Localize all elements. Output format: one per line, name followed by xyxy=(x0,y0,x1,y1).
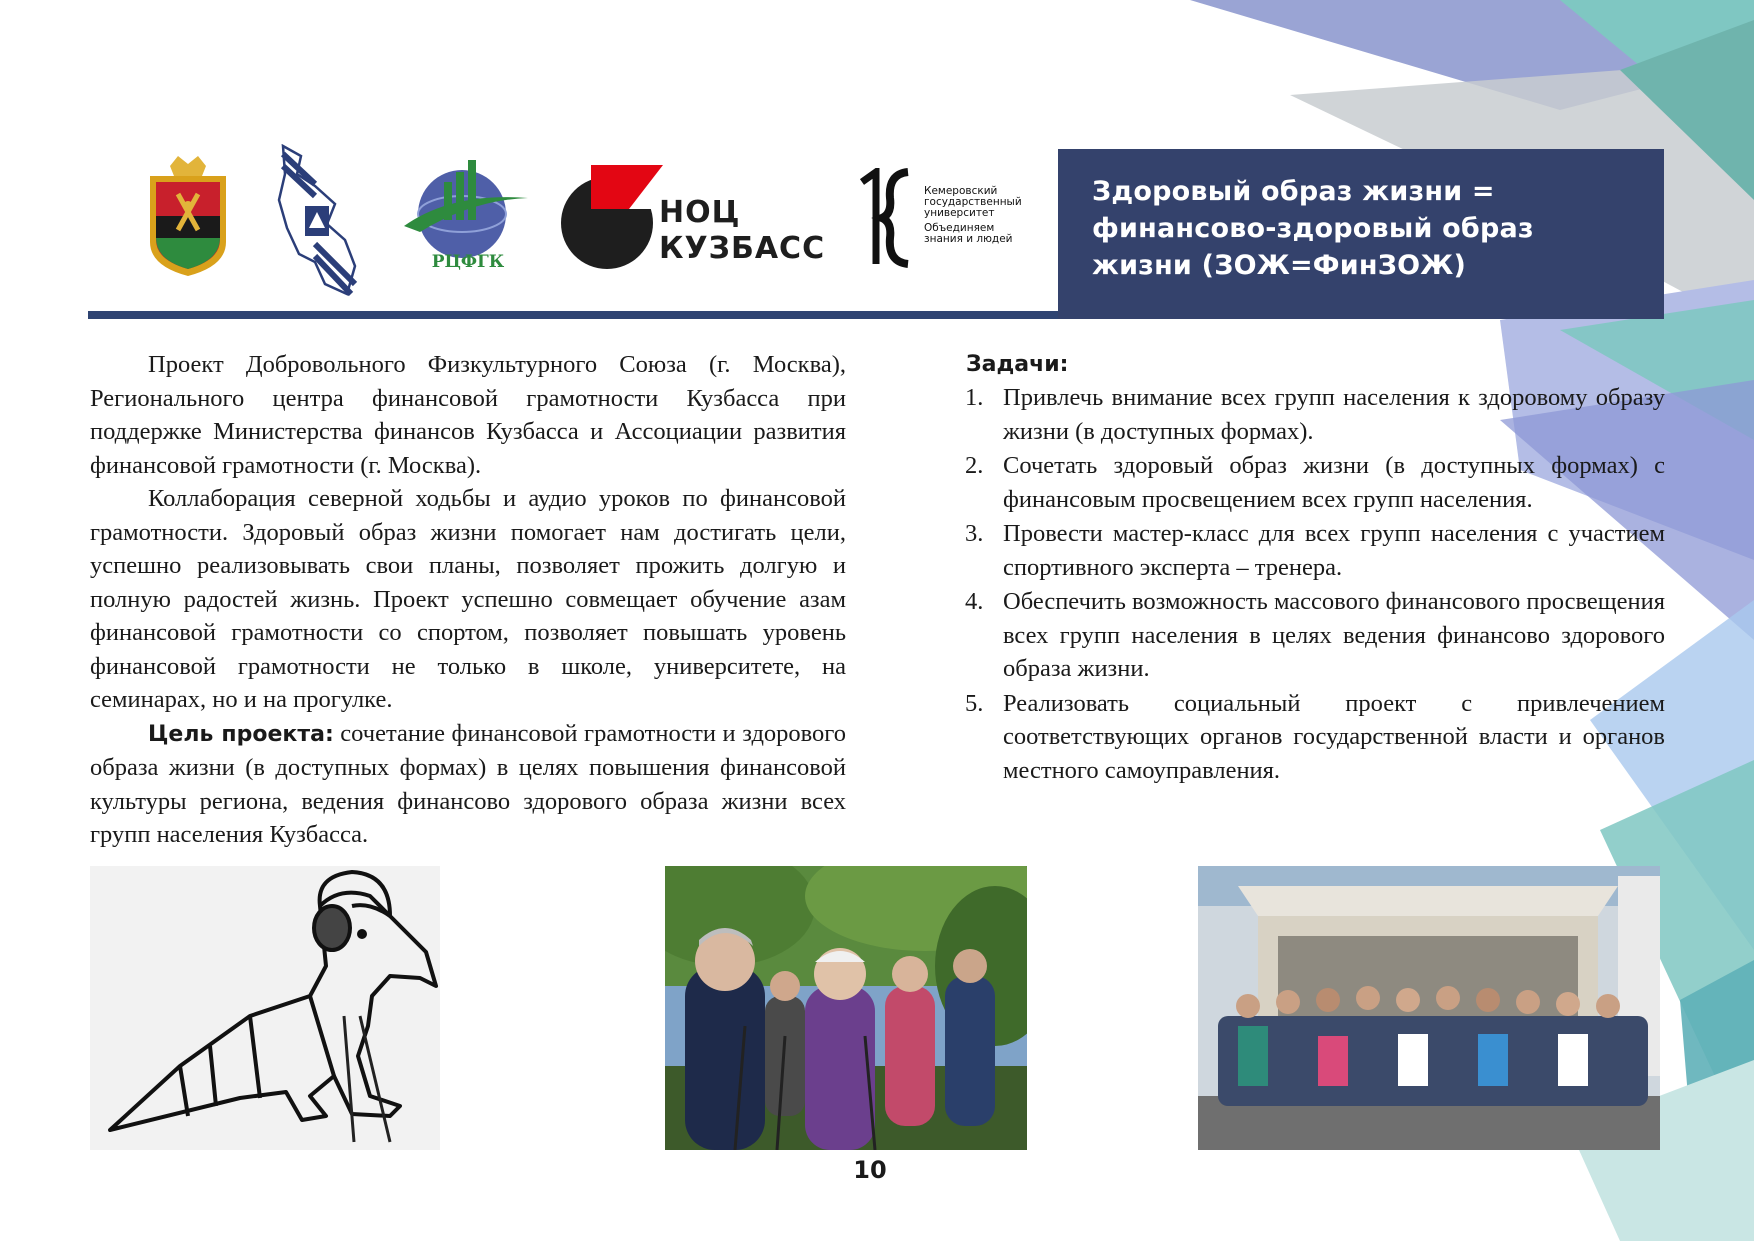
right-column xyxy=(965,348,1665,788)
kemsu-line5: знания и людей xyxy=(924,233,1013,245)
task-text: Реализовать социальный проект с привлечением соответствующих органов государственной власти и органов местного самоуправления. xyxy=(1003,689,1665,784)
task-number: 1. xyxy=(965,384,984,411)
task-item xyxy=(965,517,1665,584)
task-number: 3. xyxy=(965,520,984,547)
left-column xyxy=(90,348,846,852)
coat-of-arms-icon xyxy=(140,154,236,278)
kemsu-k-icon xyxy=(858,168,924,268)
tasks-list xyxy=(965,381,1665,787)
task-text: Сочетать здоровый образ жизни (в доступных формах) с финансовым просвещением всех групп населения. xyxy=(1003,452,1665,513)
intro-paragraph: Проект Добровольного Физкультурного Союза (г. Москва), Регионального центра финансовой грамотности Кузбасса при поддержке Министерства финансов Кузбасса и Ассоциации развития финансовой грамотности (г. Москва). xyxy=(90,351,846,479)
task-item xyxy=(965,381,1665,448)
title-box xyxy=(1058,149,1664,319)
kemerovo-coat-of-arms xyxy=(140,154,236,278)
goal-label: Цель проекта: xyxy=(148,721,334,747)
kemsu-line2: государственный xyxy=(924,196,1022,208)
header-rule xyxy=(88,311,1058,319)
task-item xyxy=(965,585,1665,686)
task-text: Обеспечить возможность массового финансового просвещения всех групп населения в целях ведения финансово здорового образа жизни. xyxy=(1003,588,1665,682)
task-item xyxy=(965,449,1665,516)
noc-line1: НОЦ xyxy=(659,195,741,230)
collaboration-paragraph: Коллаборация северной ходьбы и аудио уроков по финансовой грамотности. Здоровый образ жизни помогает нам достигать цели, успешно реализовывать свои планы, позволяет прожить долгую и полную радостей жизнь. Проект успешно совмещает обучение азам финансовой грамотности со спортом, позволяет повышать уровень финансовой грамотности не только в школе, университете, на семинарах, но и на прогулке. xyxy=(90,485,846,713)
noc-circle-icon xyxy=(557,165,663,271)
walking-photo-image xyxy=(665,866,1027,1150)
task-number: 4. xyxy=(965,588,984,615)
rcfgk-text: РЦФГК xyxy=(431,252,505,272)
page-title-line-3: жизни (ЗОЖ=ФинЗОЖ) xyxy=(1092,250,1467,281)
goal-text: сочетание финансовой грамотности и здорового образа жизни (в доступных формах) в целях повышения финансовой культуры региона, ведения финансово здорового образа жизни всех групп населения Кузбасса. xyxy=(90,719,846,848)
kemsu-line3: университет xyxy=(924,207,995,219)
rcfgk-logo xyxy=(402,152,530,276)
task-number: 2. xyxy=(965,452,984,479)
tasks-heading: Задачи: xyxy=(966,352,1069,377)
noc-line2: КУЗБАСС xyxy=(659,231,826,266)
task-text: Провести мастер-класс для всех групп населения с участием спортивного эксперта – тренера. xyxy=(1003,520,1665,581)
dinosaur-headphones-drawing xyxy=(90,866,440,1150)
stage-photo-image xyxy=(1198,866,1660,1150)
map-emblem-icon xyxy=(275,144,365,300)
dinosaur-icon xyxy=(90,866,440,1150)
page-number: 10 xyxy=(853,1156,887,1184)
goal-paragraph xyxy=(90,717,846,852)
nordic-walking-group-photo xyxy=(665,866,1027,1150)
task-number: 5. xyxy=(965,689,984,717)
kemsu-line4: Объединяем xyxy=(924,222,995,234)
kuzbass-map-emblem xyxy=(275,144,365,300)
task-item xyxy=(965,687,1665,788)
page-title-line-2: финансово-здоровый образ xyxy=(1092,213,1534,244)
task-text: Привлечь внимание всех групп населения к здоровому образу жизни (в доступных формах). xyxy=(1003,384,1665,445)
kemsu-line1: Кемеровский xyxy=(924,185,998,197)
kemsu-logo xyxy=(858,168,1038,268)
group-photo-stage xyxy=(1198,866,1660,1150)
noc-kuzbass-logo xyxy=(557,165,826,271)
page-title-line-1: Здоровый образ жизни = xyxy=(1092,176,1495,207)
